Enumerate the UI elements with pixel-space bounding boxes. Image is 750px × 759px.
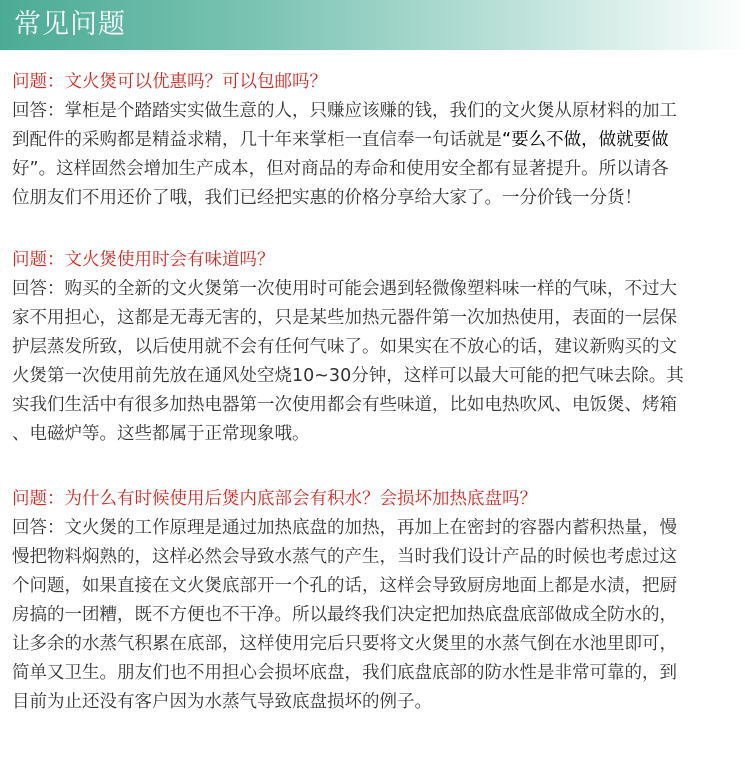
faq-answer-line: 好”。这样固然会增加生产成本，但对商品的寿命和使用安全都有显著提升。所以请各	[12, 159, 669, 179]
faq-answer-line	[12, 126, 742, 155]
faq-question: 问题：为什么有时候使用后煲内底部会有积水？会损坏加热底盘吗？	[12, 489, 537, 509]
faq-answer-quote: “要么不做，做就要做	[502, 130, 669, 150]
faq-answer-line: 实我们生活中有很多加热电器第一次使用都会有些味道，比如电热吹风、电饭煲、烤箱	[12, 395, 677, 415]
faq-answer-line: 家不用担心，这都是无毒无害的，只是某些加热元器件第一次加热使用，表面的一层保	[12, 308, 677, 328]
section-header	[0, 0, 750, 50]
faq-question: 问题：文火煲使用时会有味道吗？	[12, 250, 275, 270]
faq-answer-line: 护层蒸发所致，以后使用就不会有任何气味了。如果实在不放心的话，建议新购买的文	[12, 337, 677, 357]
faq-answer-line: 、电磁炉等。这些都属于正常现象哦。	[12, 424, 310, 444]
faq-answer-line: 回答：文火煲的工作原理是通过加热底盘的加热，再加上在密封的容器内蓄积热量，慢	[12, 518, 677, 538]
faq-answer-line: 让多余的水蒸气积累在底部，这样使用完后只要将文火煲里的水蒸气倒在水池里即可，	[12, 634, 677, 654]
faq-answer-line: 火煲第一次使用前先放在通风处空烧10~30分钟，这样可以最大可能的把气味去除。其	[12, 366, 684, 386]
faq-answer-line: 房搞的一团糟，既不方便也不干净。所以最终我们决定把加热底盘底部做成全防水的，	[12, 605, 677, 625]
section-title: 常见问题	[14, 9, 126, 40]
faq-answer-line: 回答：掌柜是个踏踏实实做生意的人，只赚应该赚的钱，我们的文火煲从原材料的加工	[12, 101, 677, 121]
faq-answer-line: 位朋友们不用还价了哦，我们已经把实惠的价格分享给大家了。一分价钱一分货！	[12, 188, 642, 208]
faq-answer-line: 慢把物料焖熟的，这样必然会导致水蒸气的产生，当时我们设计产品的时候也考虑过这	[12, 547, 677, 567]
faq-question: 问题：文火煲可以优惠吗？可以包邮吗？	[12, 72, 327, 92]
faq-item-3	[12, 485, 742, 717]
faq-answer-line: 个问题，如果直接在文火煲底部开一个孔的话，这样会导致厨房地面上都是水渍，把厨	[12, 576, 677, 596]
faq-answer-line: 回答：购买的全新的文火煲第一次使用时可能会遇到轻微像塑料味一样的气味，不过大	[12, 279, 677, 299]
faq-item-2	[12, 246, 742, 449]
faq-answer-text: 到配件的采购都是精益求精，几十年来掌柜一直信奉一句话就是	[12, 130, 502, 150]
faq-answer-line: 目前为止还没有客户因为水蒸气导致底盘损坏的例子。	[12, 692, 432, 712]
faq-item-1	[12, 68, 742, 213]
faq-answer-line: 简单又卫生。朋友们也不用担心会损坏底盘，我们底盘底部的防水性是非常可靠的，到	[12, 663, 677, 683]
